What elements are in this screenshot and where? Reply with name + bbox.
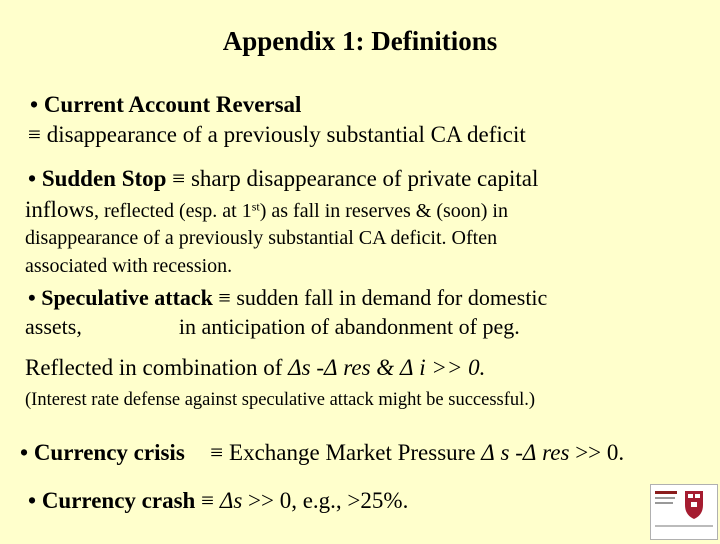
superscript-st: st: [251, 199, 260, 214]
delta-symbol: Δ: [481, 440, 495, 465]
car-heading: [30, 92, 301, 118]
currency-crash-line: [28, 488, 408, 514]
currency-crisis-line: [20, 440, 624, 466]
spec-attack-assets: assets,: [25, 314, 82, 339]
reflected-line: [25, 355, 485, 381]
spec-attack-term: Speculative attack: [41, 285, 213, 310]
equiv-symbol: ≡: [172, 166, 186, 191]
reflected-prefix: Reflected in combination of: [25, 355, 283, 380]
equiv-symbol: ≡: [28, 122, 41, 147]
currency-crisis-term: Currency crisis: [33, 440, 185, 465]
expr-s: s -: [301, 355, 325, 380]
sudden-stop-inflows: inflows: [25, 197, 94, 222]
crisis-tail: >> 0.: [575, 440, 625, 465]
spec-attack-text2: in anticipation of abandonment of peg.: [178, 314, 520, 339]
delta-symbol: Δ: [288, 355, 302, 380]
page-title: Appendix 1: Definitions: [222, 26, 498, 56]
car-term: Current Account Reversal: [43, 92, 302, 117]
crisis-expr-s: s -: [500, 440, 523, 465]
spec-attack-line2: [25, 314, 520, 340]
equiv-symbol: ≡: [201, 488, 215, 513]
delta-symbol: Δ: [399, 355, 414, 380]
sudden-stop-term: Sudden Stop: [41, 166, 167, 191]
bullet: •: [20, 440, 29, 465]
car-definition-line: [28, 122, 526, 148]
sudden-stop-line4: associated with recession.: [25, 255, 233, 277]
sudden-stop-line1: [28, 166, 538, 192]
interest-rate-note: (Interest rate defense against speculative attack might be successful.): [25, 390, 536, 410]
expr-res: res &: [343, 355, 395, 380]
bullet: •: [28, 285, 36, 310]
equiv-symbol: ≡: [210, 440, 224, 465]
emp-label: Exchange Market Pressure: [229, 440, 476, 465]
bullet: •: [30, 92, 39, 117]
expr-i: i >> 0.: [419, 355, 486, 380]
delta-symbol: Δ: [522, 440, 537, 465]
sudden-stop-line3: disappearance of a previously substantial CA deficit. Often: [25, 227, 498, 249]
sudden-stop-text2c: ) as fall in reserves & (soon) in: [259, 200, 508, 222]
sudden-stop-text2: , reflected (esp. at 1: [94, 200, 252, 222]
university-shield-logo-icon: [650, 484, 718, 540]
sudden-stop-text1: sharp disappearance of private capital: [190, 166, 539, 191]
delta-symbol: Δ: [219, 488, 234, 513]
crash-expr-s: s: [233, 488, 243, 513]
delta-symbol: Δ: [324, 355, 338, 380]
bullet: •: [28, 166, 37, 191]
equiv-symbol: ≡: [218, 285, 231, 310]
crash-tail: >> 0, e.g., >25%.: [248, 488, 409, 513]
spec-attack-text1: sudden fall in demand for domestic: [236, 285, 548, 310]
sudden-stop-line2: [25, 197, 508, 223]
spec-attack-line1: [28, 285, 547, 311]
crisis-expr-res: res: [542, 440, 570, 465]
currency-crash-term: Currency crash: [41, 488, 196, 513]
car-definition: disappearance of a previously substantial CA deficit: [46, 122, 526, 147]
bullet: •: [28, 488, 37, 513]
